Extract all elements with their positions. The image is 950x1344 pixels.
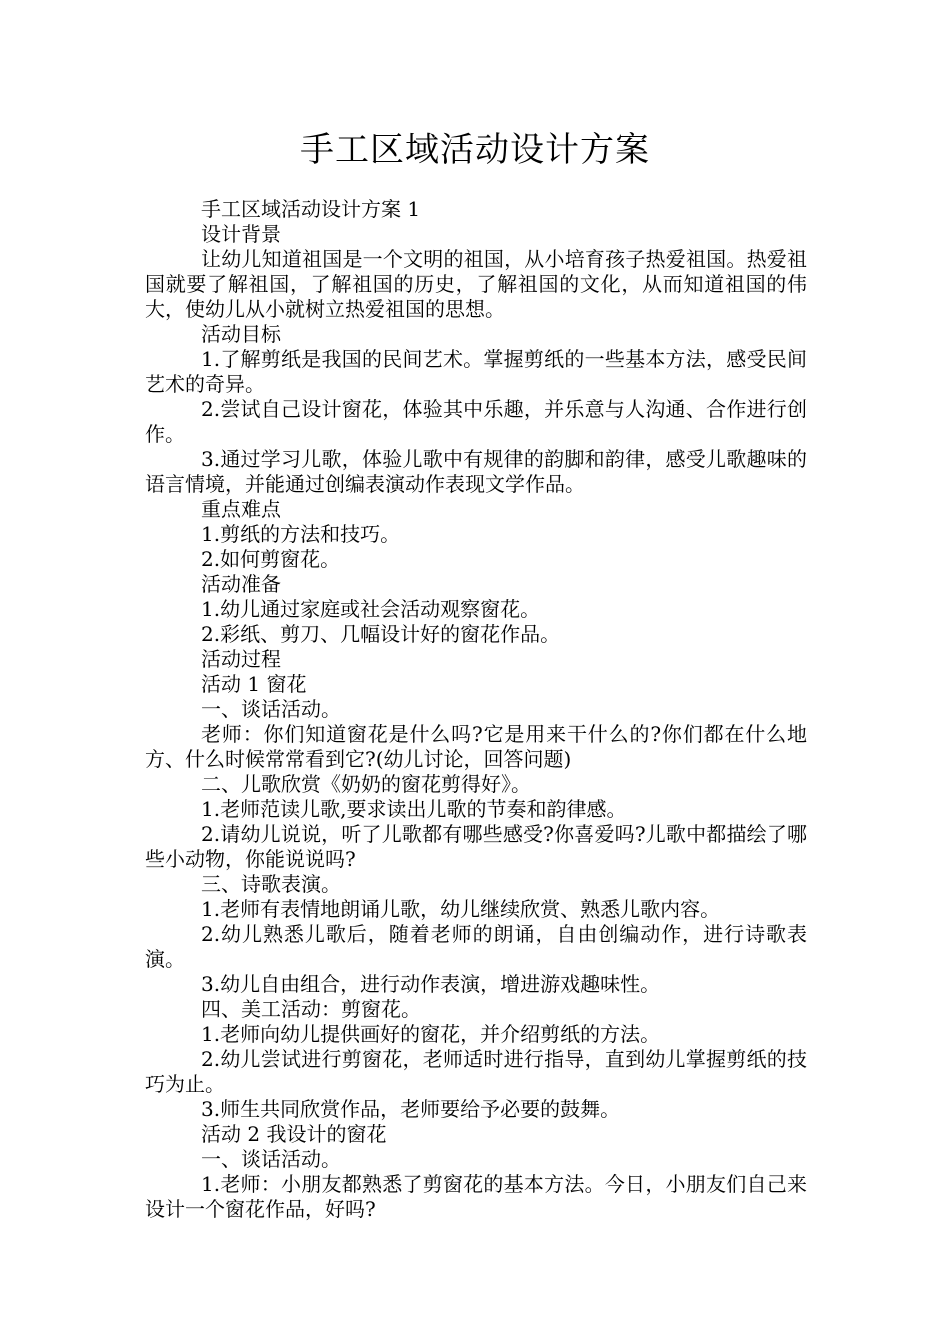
paragraph: 3.师生共同欣赏作品，老师要给予必要的鼓舞。 xyxy=(201,1097,621,1121)
paragraph: 四、美工活动：剪窗花。 xyxy=(201,997,421,1021)
paragraph: 1.老师：小朋友都熟悉了剪窗花的基本方法。今日，小朋友们自己来设计一个窗花作品，好吗? xyxy=(145,1172,807,1221)
paragraph: 活动准备 xyxy=(201,572,281,596)
document-body xyxy=(145,197,807,1222)
paragraph: 老师：你们知道窗花是什么吗?它是用来干什么的?你们都在什么地方、什么时候常常看到它?(幼儿讨论，回答问题) xyxy=(145,722,807,771)
paragraph: 1.老师有表情地朗诵儿歌，幼儿继续欣赏、熟悉儿歌内容。 xyxy=(201,897,721,921)
paragraph: 让幼儿知道祖国是一个文明的祖国，从小培育孩子热爱祖国。热爱祖国就要了解祖国，了解祖国的历史，了解祖国的文化，从而知道祖国的伟大，使幼儿从小就树立热爱祖国的思想。 xyxy=(145,247,807,321)
paragraph: 设计背景 xyxy=(201,222,281,246)
paragraph: 活动目标 xyxy=(201,322,281,346)
paragraph: 一、谈话活动。 xyxy=(201,1147,341,1171)
paragraph: 3.通过学习儿歌，体验儿歌中有规律的韵脚和韵律，感受儿歌趣味的语言情境，并能通过创编表演动作表现文学作品。 xyxy=(145,447,807,496)
paragraph: 二、儿歌欣赏《奶奶的窗花剪得好》。 xyxy=(201,772,531,796)
paragraph: 2.请幼儿说说，听了儿歌都有哪些感受?你喜爱吗?儿歌中都描绘了哪些小动物，你能说说吗? xyxy=(145,822,807,871)
paragraph: 1.老师范读儿歌,要求读出儿歌的节奏和韵律感。 xyxy=(201,797,627,821)
paragraph: 1.老师向幼儿提供画好的窗花，并介绍剪纸的方法。 xyxy=(201,1022,661,1046)
paragraph: 手工区域活动设计方案 1 xyxy=(201,197,421,221)
paragraph: 2.彩纸、剪刀、几幅设计好的窗花作品。 xyxy=(201,622,561,646)
paragraph: 活动过程 xyxy=(201,647,281,671)
paragraph: 2.幼儿尝试进行剪窗花，老师适时进行指导，直到幼儿掌握剪纸的技巧为止。 xyxy=(145,1047,807,1096)
paragraph: 三、诗歌表演。 xyxy=(201,872,341,896)
paragraph: 活动 2 我设计的窗花 xyxy=(201,1122,387,1146)
paragraph: 重点难点 xyxy=(201,497,281,521)
paragraph: 活动 1 窗花 xyxy=(201,672,307,696)
paragraph: 一、谈话活动。 xyxy=(201,697,341,721)
paragraph: 2.幼儿熟悉儿歌后，随着老师的朗诵，自由创编动作，进行诗歌表演。 xyxy=(145,922,807,971)
paragraph: 3.幼儿自由组合，进行动作表演，增进游戏趣味性。 xyxy=(201,972,661,996)
paragraph: 1.剪纸的方法和技巧。 xyxy=(201,522,401,546)
paragraph: 2.尝试自己设计窗花，体验其中乐趣，并乐意与人沟通、合作进行创作。 xyxy=(145,397,807,446)
paragraph: 1.了解剪纸是我国的民间艺术。掌握剪纸的一些基本方法，感受民间艺术的奇异。 xyxy=(145,347,807,396)
document-title: 手工区域活动设计方案 xyxy=(300,130,650,170)
paragraph: 1.幼儿通过家庭或社会活动观察窗花。 xyxy=(201,597,541,621)
paragraph: 2.如何剪窗花。 xyxy=(201,547,341,571)
